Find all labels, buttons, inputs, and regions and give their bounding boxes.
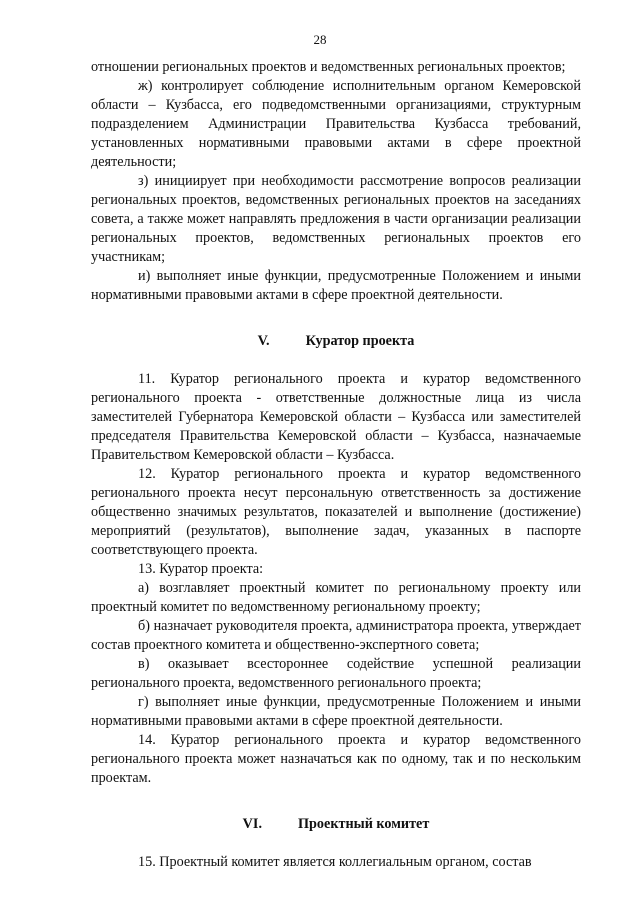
section-5-paragraph-6: г) выполняет иные функции, предусмотренные Положением и иными нормативными правовыми актами в сфере проектной деятельности.: [91, 694, 581, 729]
document-body: [91, 58, 581, 872]
section-5-paragraph-4: б) назначает руководителя проекта, администратора проекта, утверждает состав проектного комитета и общественно-экспертного совета;: [91, 618, 581, 653]
section-5-title: Куратор проекта: [305, 333, 415, 349]
section-5-paragraph-2: 13. Куратор проекта:: [138, 561, 264, 577]
section-5-paragraph-1: 12. Куратор регионального проекта и куратор ведомственного регионального проекта несут персональную ответственность за достижение общественно значимых результатов, показателей и выполнение (достижение) мероприятий (результатов), выполнение задач, указанных в паспорте соответствующего проекта.: [91, 466, 581, 558]
paragraph-top-3: и) выполняет иные функции, предусмотренные Положением и иными нормативными правовыми актами в сфере проектной деятельности.: [91, 268, 581, 303]
section-6-title: Проектный комитет: [298, 816, 430, 832]
section-6-number: VI.: [242, 816, 262, 832]
paragraph-top-0: отношении региональных проектов и ведомственных региональных проектов;: [91, 59, 566, 75]
section-5-paragraph-0: 11. Куратор регионального проекта и куратор ведомственного регионального проекта - ответственные должностные лица из числа заместителей Губернатора Кемеровской области – Кузбасса или заместителей председателя Правительства Кемеровской области – Кузбасса, назначаемые Правительством Кемеровской области – Кузбасса.: [91, 371, 581, 463]
section-5-paragraph-5: в) оказывает всестороннее содействие успешной реализации регионального проекта, ведомственного регионального проекта;: [91, 656, 581, 691]
section-5-number: V.: [257, 333, 270, 349]
paragraph-top-2: з) инициирует при необходимости рассмотрение вопросов реализации региональных проектов, ведомственных региональных проектов на заседаниях совета, а также может направлять предложения в части организации реализации региональных проектов, ведомственных региональных проектов его участникам;: [91, 173, 581, 265]
page-number: 28: [313, 32, 327, 47]
paragraph-top-1: ж) контролирует соблюдение исполнительным органом Кемеровской области – Кузбасса, его подведомственными организациями, структурным подразделением Администрации Правительства Кузбасса требований, установленных нормативными правовыми актами в сфере проектной деятельности;: [91, 78, 581, 170]
section-5-paragraph-3: а) возглавляет проектный комитет по региональному проекту или проектный комитет по ведомственному региональному проекту;: [91, 580, 581, 615]
section-6-paragraph-0: 15. Проектный комитет является коллегиальным органом, состав: [138, 854, 532, 870]
section-5-heading: [91, 332, 581, 351]
section-6-heading: [91, 815, 581, 834]
section-5-paragraph-7: 14. Куратор регионального проекта и куратор ведомственного регионального проекта может назначаться как по одному, так и по нескольким проектам.: [91, 732, 581, 786]
